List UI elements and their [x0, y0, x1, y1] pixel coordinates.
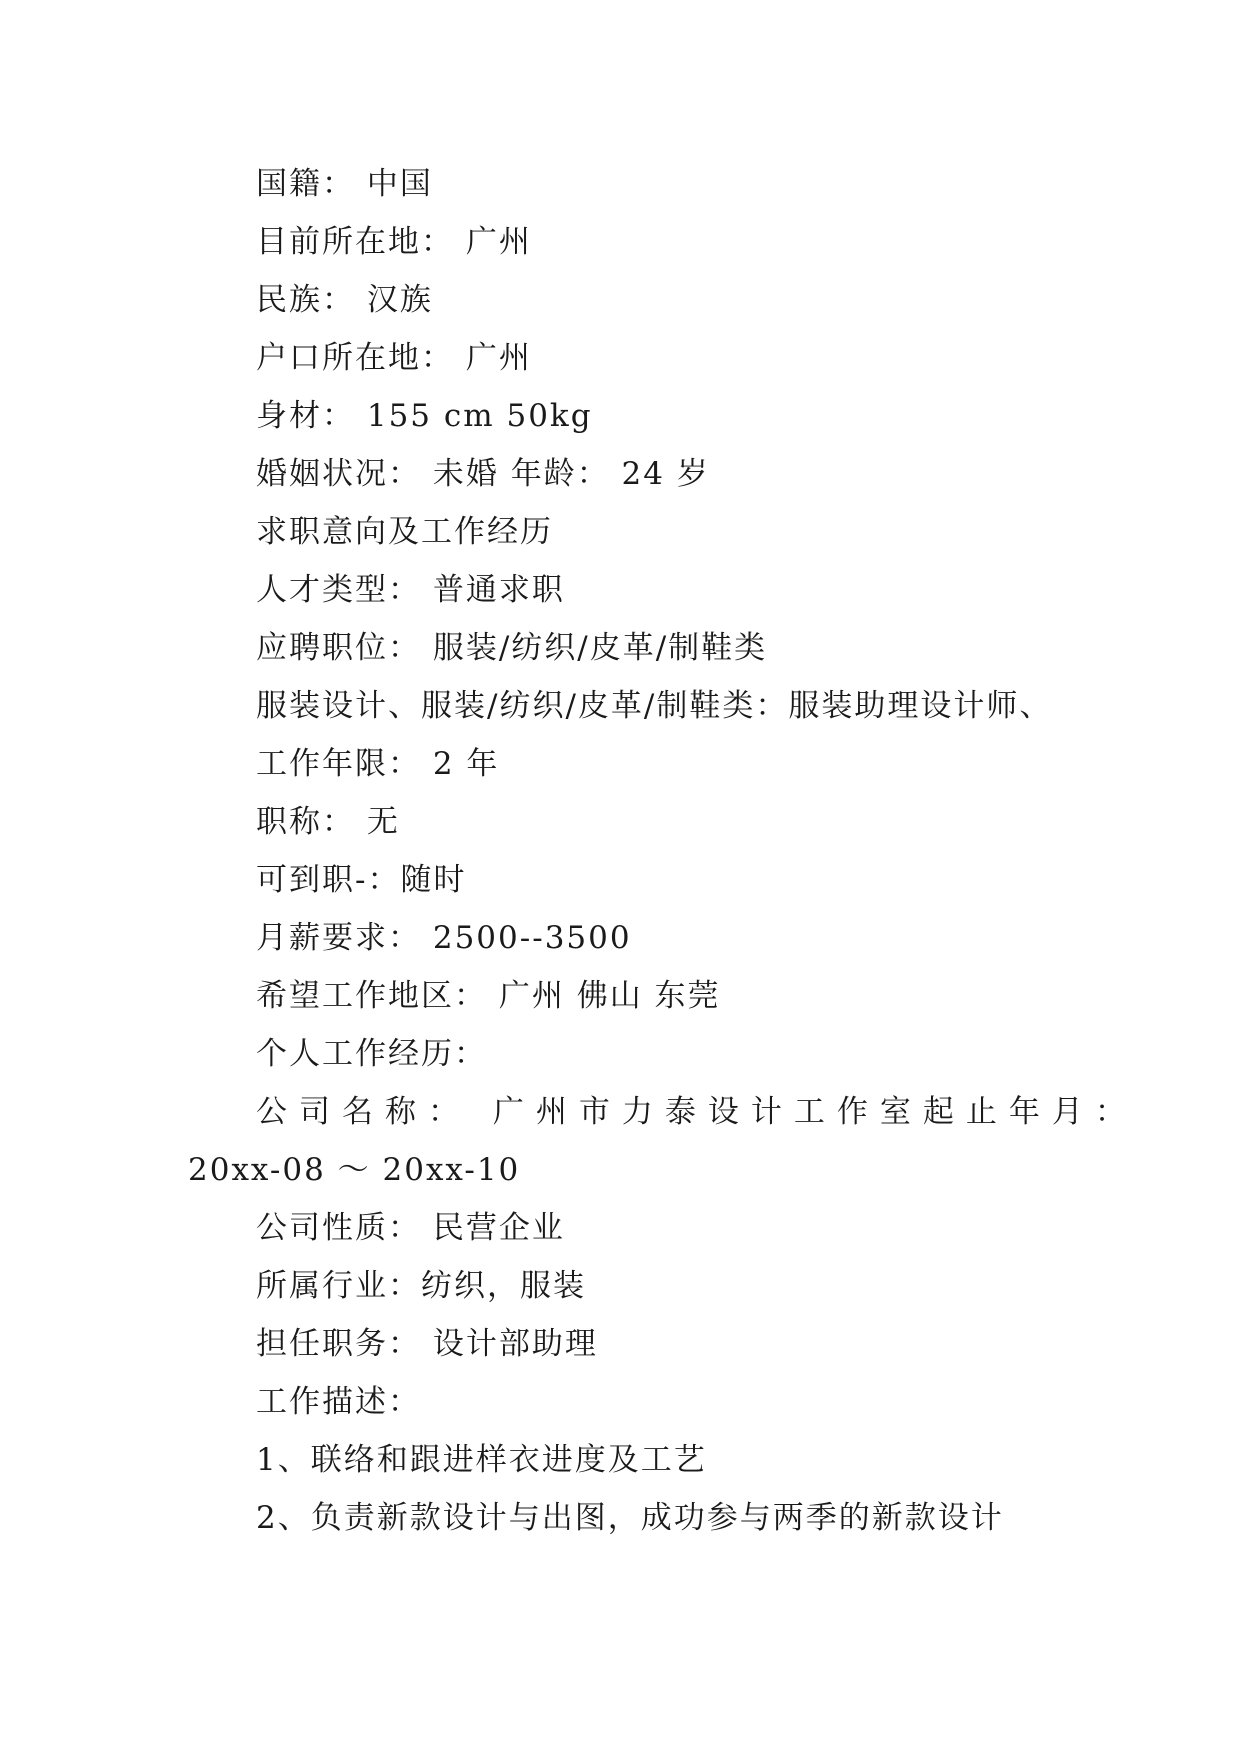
work-years-line: 工作年限： 2 年	[256, 746, 500, 782]
talent-type-line: 人才类型： 普通求职	[256, 572, 565, 608]
document-body	[188, 155, 1138, 1547]
body-size-line: 身材： 155 cm 50kg	[256, 398, 593, 434]
position-detail-line: 服装设计、服装/纺织/皮革/制鞋类：服装助理设计师、	[256, 688, 1053, 724]
industry-line: 所属行业：纺织，服装	[256, 1268, 586, 1304]
ethnicity-line: 民族： 汉族	[256, 282, 433, 318]
role-line: 担任职务： 设计部助理	[256, 1326, 598, 1362]
desired-region-line: 希望工作地区： 广州 佛山 东莞	[256, 978, 721, 1014]
section-heading-work-history: 个人工作经历：	[256, 1036, 487, 1072]
job-description-item: 2、负责新款设计与出图，成功参与两季的新款设计	[256, 1500, 1004, 1536]
section-heading-job-intent: 求职意向及工作经历	[256, 514, 553, 550]
available-date-line: 可到职-：随时	[256, 862, 467, 898]
company-type-line: 公司性质： 民营企业	[256, 1210, 565, 1246]
period-line: 20xx-08 ～ 20xx-10	[188, 1152, 521, 1188]
company-name-line: 公司名称： 广州市力泰设计工作室起止年月：	[256, 1094, 1138, 1130]
job-description-heading: 工作描述：	[256, 1384, 421, 1420]
current-location-line: 目前所在地： 广州	[256, 224, 532, 260]
household-registration-line: 户口所在地： 广州	[256, 340, 532, 376]
job-description-item: 1、联络和跟进样衣进度及工艺	[256, 1442, 707, 1478]
applied-position-line: 应聘职位： 服装/纺织/皮革/制鞋类	[256, 630, 768, 666]
salary-line: 月薪要求： 2500--3500	[256, 920, 632, 956]
job-title-line: 职称： 无	[256, 804, 400, 840]
nationality-line: 国籍： 中国	[256, 166, 433, 202]
marital-status-age-line: 婚姻状况： 未婚 年龄： 24 岁	[256, 456, 710, 492]
